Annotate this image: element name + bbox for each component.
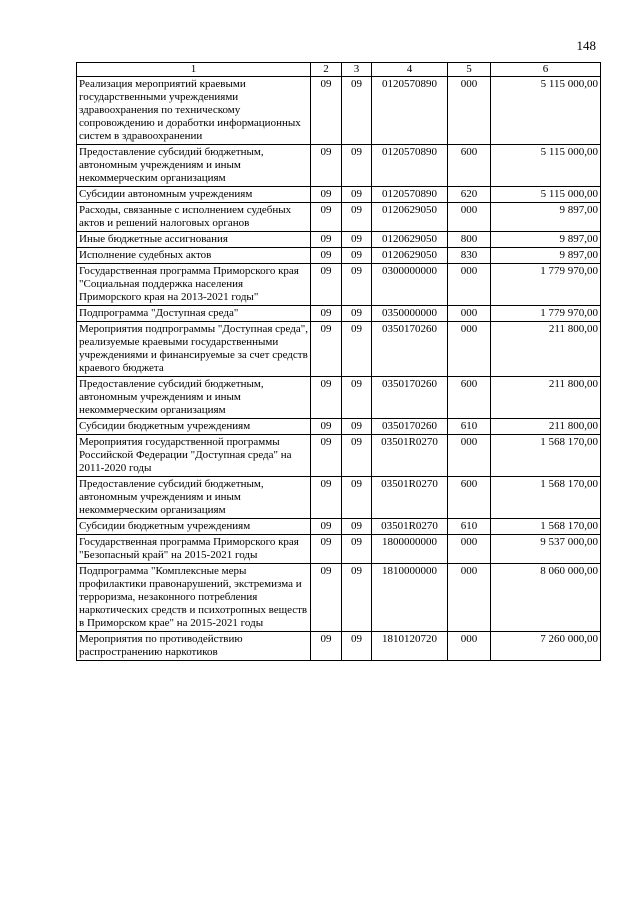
cell-amount: 1 568 170,00 bbox=[491, 519, 601, 535]
cell-section: 09 bbox=[311, 377, 342, 419]
page-number: 148 bbox=[576, 38, 596, 53]
cell-expense-type: 000 bbox=[448, 77, 491, 145]
cell-subsection: 09 bbox=[342, 145, 372, 187]
cell-expense-type: 620 bbox=[448, 187, 491, 203]
cell-expense-type: 000 bbox=[448, 535, 491, 564]
header-col-5: 5 bbox=[448, 63, 491, 77]
cell-amount: 1 779 970,00 bbox=[491, 264, 601, 306]
table-row bbox=[77, 187, 601, 203]
cell-subsection: 09 bbox=[342, 419, 372, 435]
cell-amount: 1 779 970,00 bbox=[491, 306, 601, 322]
cell-name: Предоставление субсидий бюджетным, автономным учреждениям и иным некоммерческим организациям bbox=[77, 377, 311, 419]
cell-section: 09 bbox=[311, 306, 342, 322]
cell-subsection: 09 bbox=[342, 203, 372, 232]
cell-subsection: 09 bbox=[342, 535, 372, 564]
cell-amount: 211 800,00 bbox=[491, 322, 601, 377]
header-col-3: 3 bbox=[342, 63, 372, 77]
header-col-4: 4 bbox=[372, 63, 448, 77]
cell-amount: 9 897,00 bbox=[491, 248, 601, 264]
table-row bbox=[77, 477, 601, 519]
cell-expense-type: 000 bbox=[448, 564, 491, 632]
cell-target-article: 0120570890 bbox=[372, 77, 448, 145]
cell-amount: 211 800,00 bbox=[491, 419, 601, 435]
cell-subsection: 09 bbox=[342, 377, 372, 419]
cell-expense-type: 000 bbox=[448, 264, 491, 306]
cell-target-article: 03501R0270 bbox=[372, 477, 448, 519]
cell-expense-type: 610 bbox=[448, 519, 491, 535]
table-row bbox=[77, 203, 601, 232]
header-col-1: 1 bbox=[77, 63, 311, 77]
header-col-2: 2 bbox=[311, 63, 342, 77]
cell-section: 09 bbox=[311, 248, 342, 264]
table-row bbox=[77, 77, 601, 145]
table-row bbox=[77, 564, 601, 632]
cell-subsection: 09 bbox=[342, 77, 372, 145]
cell-expense-type: 000 bbox=[448, 203, 491, 232]
table-row bbox=[77, 419, 601, 435]
cell-amount: 1 568 170,00 bbox=[491, 435, 601, 477]
cell-name: Подпрограмма "Доступная среда" bbox=[77, 306, 311, 322]
cell-subsection: 09 bbox=[342, 248, 372, 264]
cell-target-article: 0120629050 bbox=[372, 232, 448, 248]
cell-expense-type: 000 bbox=[448, 435, 491, 477]
cell-target-article: 03501R0270 bbox=[372, 435, 448, 477]
cell-expense-type: 000 bbox=[448, 306, 491, 322]
cell-expense-type: 000 bbox=[448, 322, 491, 377]
cell-name: Предоставление субсидий бюджетным, автономным учреждениям и иным некоммерческим организациям bbox=[77, 477, 311, 519]
header-col-6: 6 bbox=[491, 63, 601, 77]
cell-subsection: 09 bbox=[342, 264, 372, 306]
table-row bbox=[77, 632, 601, 661]
cell-target-article: 0300000000 bbox=[372, 264, 448, 306]
cell-section: 09 bbox=[311, 564, 342, 632]
table-row bbox=[77, 306, 601, 322]
cell-section: 09 bbox=[311, 264, 342, 306]
table-row bbox=[77, 377, 601, 419]
cell-section: 09 bbox=[311, 435, 342, 477]
cell-name: Государственная программа Приморского края "Безопасный край" на 2015-2021 годы bbox=[77, 535, 311, 564]
cell-section: 09 bbox=[311, 535, 342, 564]
header-row bbox=[77, 63, 601, 77]
cell-amount: 9 897,00 bbox=[491, 203, 601, 232]
cell-subsection: 09 bbox=[342, 519, 372, 535]
cell-target-article: 0120629050 bbox=[372, 203, 448, 232]
cell-target-article: 0350170260 bbox=[372, 419, 448, 435]
table-body bbox=[77, 77, 601, 661]
cell-section: 09 bbox=[311, 203, 342, 232]
table-header bbox=[77, 63, 601, 77]
cell-expense-type: 600 bbox=[448, 477, 491, 519]
cell-subsection: 09 bbox=[342, 564, 372, 632]
cell-subsection: 09 bbox=[342, 187, 372, 203]
cell-target-article: 1800000000 bbox=[372, 535, 448, 564]
cell-target-article: 0350170260 bbox=[372, 377, 448, 419]
cell-amount: 9 537 000,00 bbox=[491, 535, 601, 564]
cell-name: Субсидии бюджетным учреждениям bbox=[77, 419, 311, 435]
cell-subsection: 09 bbox=[342, 232, 372, 248]
cell-section: 09 bbox=[311, 187, 342, 203]
cell-name: Мероприятия подпрограммы "Доступная среда", реализуемые краевыми государственными учреждениями и финансируемые за счет средств краевого бюджета bbox=[77, 322, 311, 377]
table-row bbox=[77, 519, 601, 535]
cell-name: Подпрограмма "Комплексные меры профилактики правонарушений, экстремизма и терроризма, незаконного потребления наркотических средств и психотропных веществ в Приморском крае" на 2015-2021 годы bbox=[77, 564, 311, 632]
cell-target-article: 0120629050 bbox=[372, 248, 448, 264]
cell-expense-type: 830 bbox=[448, 248, 491, 264]
cell-subsection: 09 bbox=[342, 435, 372, 477]
cell-target-article: 0120570890 bbox=[372, 187, 448, 203]
cell-section: 09 bbox=[311, 477, 342, 519]
cell-section: 09 bbox=[311, 322, 342, 377]
cell-subsection: 09 bbox=[342, 306, 372, 322]
cell-target-article: 1810120720 bbox=[372, 632, 448, 661]
cell-section: 09 bbox=[311, 77, 342, 145]
cell-name: Государственная программа Приморского края "Социальная поддержка населения Приморского края на 2013-2021 годы" bbox=[77, 264, 311, 306]
cell-name: Мероприятия по противодействию распространению наркотиков bbox=[77, 632, 311, 661]
cell-target-article: 03501R0270 bbox=[372, 519, 448, 535]
table-row bbox=[77, 322, 601, 377]
cell-expense-type: 800 bbox=[448, 232, 491, 248]
cell-target-article: 0350170260 bbox=[372, 322, 448, 377]
cell-amount: 211 800,00 bbox=[491, 377, 601, 419]
table-row bbox=[77, 232, 601, 248]
table-row bbox=[77, 248, 601, 264]
cell-subsection: 09 bbox=[342, 322, 372, 377]
cell-target-article: 0350000000 bbox=[372, 306, 448, 322]
cell-target-article: 0120570890 bbox=[372, 145, 448, 187]
cell-amount: 5 115 000,00 bbox=[491, 77, 601, 145]
cell-expense-type: 600 bbox=[448, 377, 491, 419]
cell-section: 09 bbox=[311, 632, 342, 661]
cell-section: 09 bbox=[311, 519, 342, 535]
cell-name: Субсидии бюджетным учреждениям bbox=[77, 519, 311, 535]
cell-name: Исполнение судебных актов bbox=[77, 248, 311, 264]
cell-amount: 5 115 000,00 bbox=[491, 187, 601, 203]
cell-expense-type: 600 bbox=[448, 145, 491, 187]
cell-name: Расходы, связанные с исполнением судебных актов и решений налоговых органов bbox=[77, 203, 311, 232]
cell-name: Мероприятия государственной программы Российской Федерации "Доступная среда" на 2011-2020 годы bbox=[77, 435, 311, 477]
cell-section: 09 bbox=[311, 232, 342, 248]
cell-subsection: 09 bbox=[342, 632, 372, 661]
cell-expense-type: 610 bbox=[448, 419, 491, 435]
table-row bbox=[77, 535, 601, 564]
cell-name: Реализация мероприятий краевыми государственными учреждениями здравоохранения по техническому сопровождению и доработки информационных систем в здравоохранении bbox=[77, 77, 311, 145]
cell-amount: 8 060 000,00 bbox=[491, 564, 601, 632]
cell-amount: 9 897,00 bbox=[491, 232, 601, 248]
cell-name: Иные бюджетные ассигнования bbox=[77, 232, 311, 248]
cell-name: Предоставление субсидий бюджетным, автономным учреждениям и иным некоммерческим организациям bbox=[77, 145, 311, 187]
cell-section: 09 bbox=[311, 419, 342, 435]
cell-subsection: 09 bbox=[342, 477, 372, 519]
budget-table bbox=[76, 62, 601, 661]
cell-expense-type: 000 bbox=[448, 632, 491, 661]
cell-section: 09 bbox=[311, 145, 342, 187]
cell-amount: 1 568 170,00 bbox=[491, 477, 601, 519]
cell-target-article: 1810000000 bbox=[372, 564, 448, 632]
table-row bbox=[77, 435, 601, 477]
table-row bbox=[77, 264, 601, 306]
table-row bbox=[77, 145, 601, 187]
cell-amount: 5 115 000,00 bbox=[491, 145, 601, 187]
cell-amount: 7 260 000,00 bbox=[491, 632, 601, 661]
cell-name: Субсидии автономным учреждениям bbox=[77, 187, 311, 203]
